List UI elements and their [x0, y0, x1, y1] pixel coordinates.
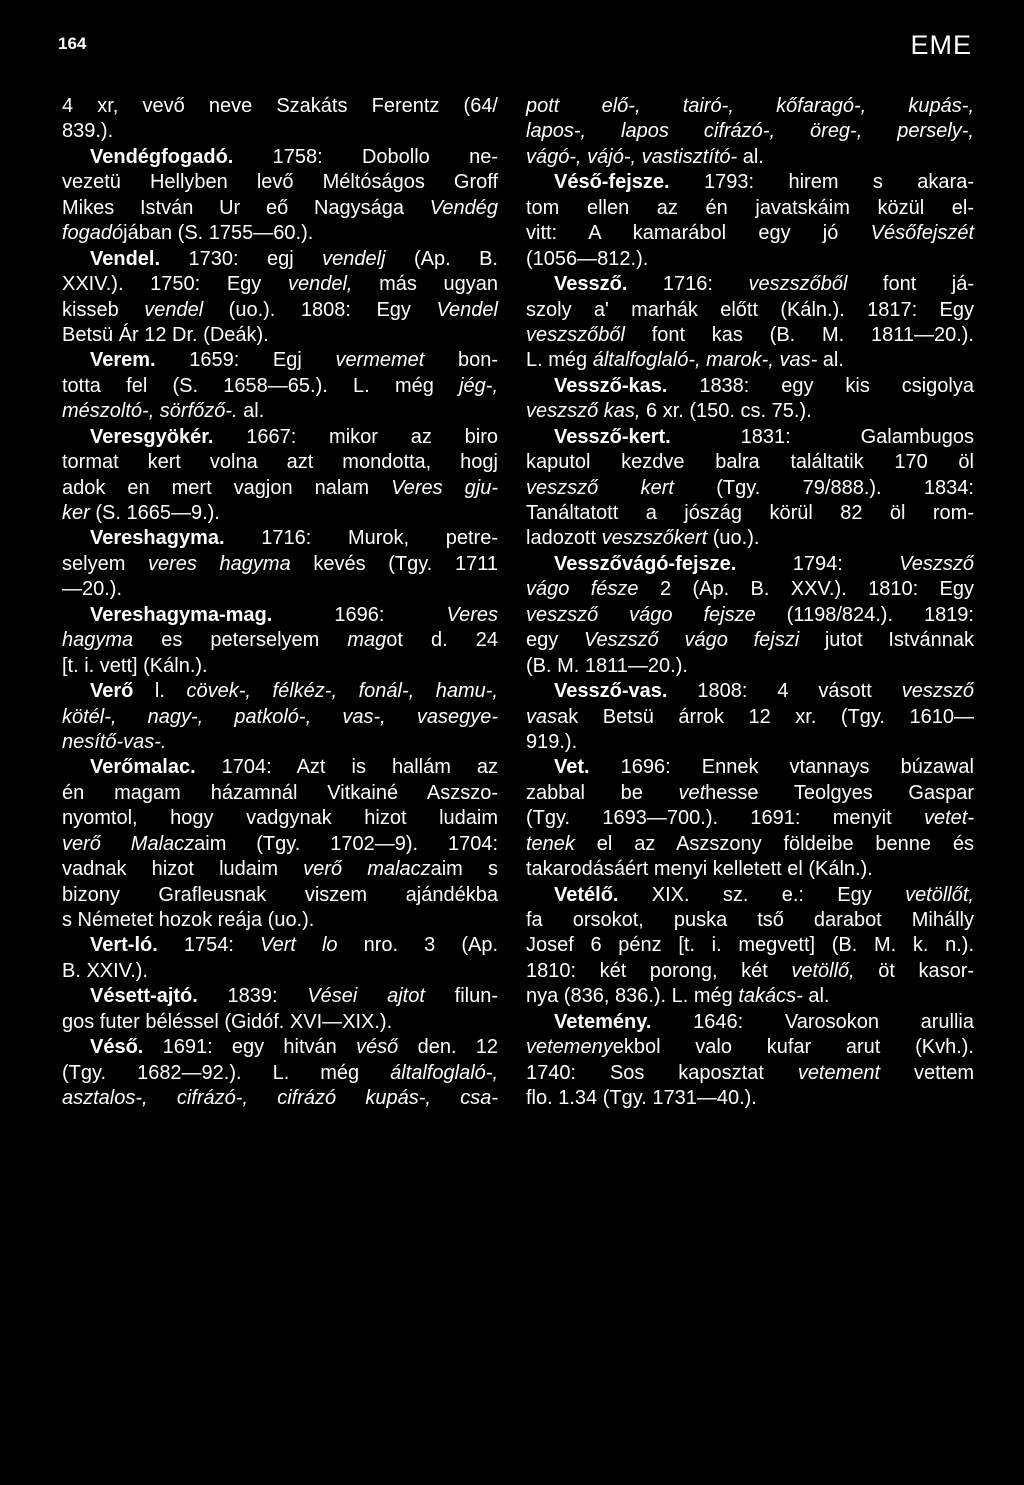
- text-segment: 1754:: [157, 934, 260, 957]
- text-segment: jában (S. 1755—60.).: [123, 222, 314, 245]
- text-segment: 1794:: [736, 552, 900, 575]
- text-segment: nyomtol, hogy vadgynak hizot ludaim: [62, 807, 498, 830]
- text-line: [526, 603, 974, 628]
- text-segment: kötél-, nagy-, patkoló-, vas-, vasegye-: [62, 705, 498, 728]
- text-line: [62, 1010, 498, 1035]
- text-segment: 1838: egy kis csigolya: [667, 374, 974, 397]
- text-line: [526, 501, 974, 526]
- text-segment: vetet-: [923, 807, 974, 830]
- text-segment: szoly a' marhák előtt (Káln.). 1817: Egy: [526, 298, 974, 321]
- text-segment: más ugyan: [352, 273, 499, 296]
- text-segment: 1696: Ennek vtannays búzawal: [589, 756, 974, 779]
- text-line: [62, 298, 498, 323]
- text-segment: totta fel (S. 1658—65.). L. még: [62, 374, 460, 397]
- text-segment: lapos-, lapos cifrázó-, öreg-, persely-,: [526, 120, 974, 143]
- text-line: [62, 119, 498, 144]
- text-line: [526, 1061, 974, 1086]
- text-segment: ladozott: [526, 527, 602, 550]
- text-line: [526, 145, 974, 170]
- text-line: [526, 196, 974, 221]
- entry-headword: Véső.: [90, 1036, 144, 1059]
- text-segment: vezetü Hellyben levő Méltóságos Groff: [62, 171, 498, 194]
- text-line: [62, 323, 498, 348]
- text-line: [526, 221, 974, 246]
- text-segment: Josef 6 pénz [t. i. megvett] (B. M. k. n.).: [526, 934, 974, 957]
- entry-headword: Vereshagyma-mag.: [90, 603, 273, 626]
- text-segment: [t. i. vett] (Káln.).: [62, 654, 208, 677]
- text-line: [62, 552, 498, 577]
- text-line: [526, 984, 974, 1009]
- text-segment: B. XXIV.).: [62, 959, 148, 982]
- text-line: [62, 247, 498, 272]
- text-segment: 1704: Azt is hallám az: [195, 756, 498, 779]
- text-segment: aim (Tgy. 1702—9). 1704:: [194, 832, 499, 855]
- entry-headword: Vesszővágó-fejsze.: [554, 552, 737, 575]
- text-segment: 1839:: [197, 985, 308, 1008]
- text-line: [526, 883, 974, 908]
- text-segment: (Tgy. 1693—700.). 1691: menyit: [526, 807, 924, 830]
- text-segment: fa orsokot, puska tső darabot Mihálly: [526, 909, 974, 931]
- text-line: [62, 1086, 498, 1111]
- entry-headword: Véső-fejsze.: [554, 171, 670, 194]
- text-line: [526, 425, 974, 450]
- text-line: [62, 374, 498, 399]
- text-line: [62, 450, 498, 475]
- text-line: [526, 526, 974, 551]
- text-segment: veszszőből: [526, 323, 625, 346]
- text-segment: Vendel: [436, 298, 498, 321]
- text-segment: mag: [347, 629, 387, 652]
- text-line: [526, 323, 974, 348]
- text-line: [526, 170, 974, 195]
- entry-headword: Vetemény.: [554, 1010, 652, 1033]
- text-segment: Vert lo: [259, 934, 338, 957]
- text-line: [62, 1035, 498, 1060]
- text-segment: vitt: A kamarábol egy jó: [526, 222, 871, 245]
- text-line: [526, 348, 974, 373]
- text-segment: 1730: egj: [160, 247, 323, 270]
- text-segment: vendel,: [287, 273, 353, 296]
- entry-headword: Vereshagyma.: [90, 527, 225, 550]
- text-segment: általfoglaló-, marok-, vas-: [592, 349, 818, 372]
- text-line: [62, 705, 498, 730]
- entry-headword: Verőmalac.: [90, 756, 196, 779]
- text-line: [526, 628, 974, 653]
- text-line: [62, 857, 498, 882]
- text-segment: verő Malacz: [62, 832, 195, 855]
- text-segment: vendel: [144, 298, 204, 321]
- text-line: [526, 374, 974, 399]
- text-segment: pott elő-, tairó-, kőfaragó-, kupás-,: [526, 95, 974, 117]
- text-segment: (Tgy. 79/888.). 1834:: [673, 476, 974, 499]
- text-line: [526, 730, 974, 755]
- entry-headword: Vésett-ajtó.: [90, 985, 198, 1008]
- text-segment: 1667: mikor az biro: [213, 425, 498, 448]
- text-segment: Veres: [446, 603, 498, 626]
- text-segment: 1740: Sos kaposztat: [526, 1061, 798, 1084]
- entry-headword: Veresgyökér.: [90, 425, 214, 448]
- entry-headword: Vetélő.: [554, 883, 619, 906]
- text-line: [62, 272, 498, 297]
- text-line: [62, 221, 498, 246]
- text-segment: jég-,: [459, 374, 498, 397]
- text-segment: XIX. sz. e.: Egy: [618, 883, 906, 906]
- text-segment: al.: [237, 400, 265, 423]
- text-line: [62, 984, 498, 1009]
- text-segment: általfoglaló-,: [390, 1061, 498, 1084]
- text-segment: XXIV.). 1750: Egy: [62, 273, 288, 296]
- text-segment: tom ellen az én javatskáim közül el-: [526, 196, 974, 219]
- text-segment: jutot Istvánnak: [799, 629, 974, 652]
- text-segment: Vései ajtot: [307, 985, 425, 1008]
- text-segment: 1808: 4 vásott: [667, 680, 902, 703]
- text-segment: 6 xr. (150. cs. 75.).: [640, 400, 812, 423]
- text-segment: hagyma: [62, 629, 134, 652]
- text-segment: 1691: egy hitván: [143, 1036, 357, 1059]
- text-segment: tenek: [526, 832, 575, 855]
- text-segment: vermemet: [335, 349, 425, 372]
- text-segment: hesse Teolgyes Gaspar: [705, 781, 974, 804]
- text-segment: vettem: [880, 1061, 974, 1084]
- text-line: [526, 298, 974, 323]
- entry-headword: Vendel.: [90, 247, 161, 270]
- text-segment: s Németet hozok reája (uo.).: [62, 909, 315, 931]
- entry-headword: Vendégfogadó.: [90, 145, 234, 168]
- text-line: [526, 781, 974, 806]
- entry-headword: Vessző-kert.: [554, 425, 671, 448]
- text-segment: al.: [817, 349, 844, 372]
- text-segment: filun-: [424, 985, 499, 1008]
- text-segment: vetemeny: [526, 1036, 613, 1059]
- text-line: [526, 247, 974, 272]
- text-segment: öt kasor-: [854, 959, 975, 982]
- text-line: [62, 730, 498, 755]
- text-segment: mészoltó-, sörfőző-.: [62, 400, 238, 423]
- text-segment: vadnak hizot ludaim: [62, 858, 304, 881]
- text-line: [526, 908, 974, 933]
- text-segment: (Tgy. 1682—92.). L. még: [62, 1061, 391, 1084]
- text-segment: vet: [678, 781, 706, 804]
- text-line: [62, 170, 498, 195]
- text-segment: Veszsző vágo fejszi: [583, 629, 800, 652]
- text-segment: 1716: Murok, petre-: [224, 527, 498, 550]
- text-line: [526, 654, 974, 679]
- text-line: [526, 450, 974, 475]
- text-segment: nesítő-vas-.: [62, 730, 167, 753]
- text-line: [62, 908, 498, 933]
- text-segment: adok en mert vagjon nalam: [62, 476, 392, 499]
- text-segment: veszsző kert: [526, 476, 674, 499]
- text-line: [62, 501, 498, 526]
- text-segment: al.: [802, 985, 830, 1008]
- text-segment: 1793: hirem s akara-: [669, 171, 974, 194]
- text-segment: (1198/824.). 1819:: [755, 603, 974, 626]
- text-segment: veszsző kas,: [526, 400, 641, 423]
- text-line: [62, 145, 498, 170]
- text-line: [526, 705, 974, 730]
- text-segment: tormat kert volna azt mondotta, hogj: [62, 451, 498, 474]
- text-line: [526, 1086, 974, 1111]
- text-segment: font já-: [847, 273, 974, 296]
- text-line: [526, 552, 974, 577]
- text-segment: Vésőfejszét: [870, 222, 974, 245]
- text-segment: vetöllőt,: [905, 883, 974, 906]
- text-segment: takács-: [738, 985, 803, 1008]
- entry-headword: Vessző-vas.: [554, 680, 668, 703]
- text-line: [526, 755, 974, 780]
- text-segment: 839.).: [62, 120, 114, 143]
- entry-headword: Vert-ló.: [90, 934, 158, 957]
- text-segment: —20.).: [62, 578, 123, 601]
- text-segment: vetement: [797, 1061, 881, 1084]
- text-line: [62, 603, 498, 628]
- text-segment: l.: [133, 680, 187, 703]
- text-segment: én magam házamnál Vitkainé Aszszo-: [62, 781, 498, 804]
- text-segment: takarodásáért menyi kelletett el (Káln.).: [526, 858, 873, 881]
- text-line: [62, 399, 498, 424]
- text-line: [62, 755, 498, 780]
- text-segment: asztalos-, cifrázó-, cifrázó kupás-, csa-: [62, 1087, 498, 1110]
- text-segment: cövek-, félkéz-, fonál-, hamu-,: [186, 680, 498, 703]
- text-line: [62, 526, 498, 551]
- text-segment: bizony Grafleusnak viszem ajándékba: [62, 883, 498, 906]
- text-segment: verő malacz: [303, 858, 431, 881]
- text-line: [62, 883, 498, 908]
- text-segment: 1831: Galambugos: [670, 425, 974, 448]
- text-segment: veszszőből: [748, 273, 848, 296]
- text-line: [62, 628, 498, 653]
- text-segment: kaputol kezdve balra találtatik 170 öl: [526, 451, 974, 474]
- text-segment: Veszsző: [899, 552, 974, 575]
- text-line: [526, 1035, 974, 1060]
- text-line: [526, 272, 974, 297]
- text-line: [62, 781, 498, 806]
- text-segment: (S. 1665—9.).: [89, 502, 220, 524]
- text-segment: L. még: [526, 349, 593, 372]
- text-segment: nro. 3 (Ap.: [337, 934, 499, 957]
- text-segment: selyem: [62, 552, 148, 575]
- text-segment: veres hagyma: [148, 552, 291, 575]
- text-segment: ker: [62, 502, 90, 524]
- text-segment: al.: [737, 145, 764, 168]
- text-segment: font kas (B. M. 1811—20.).: [624, 323, 974, 346]
- text-segment: (uo.).: [707, 527, 760, 550]
- text-segment: Vendég: [429, 196, 498, 219]
- text-segment: (uo.). 1808: Egy: [203, 298, 437, 321]
- text-segment: zabbal be: [526, 781, 679, 804]
- text-segment: ak Betsü árrok 12 xr. (Tgy. 1610—: [557, 705, 974, 728]
- text-segment: ekbol valo kufar arut (Kvh.).: [612, 1036, 974, 1059]
- text-segment: 1659: Egj: [155, 349, 336, 372]
- text-segment: kevés (Tgy. 1711: [290, 552, 498, 575]
- text-line: [62, 196, 498, 221]
- text-segment: Veres gju-: [391, 476, 498, 499]
- text-segment: 1696:: [272, 603, 447, 626]
- text-segment: es peterselyem: [133, 629, 348, 652]
- text-segment: (Ap. B.: [385, 247, 498, 270]
- text-segment: Tanáltatott a jószág körül 82 öl rom-: [526, 502, 974, 524]
- text-segment: vas: [526, 705, 558, 728]
- text-line: [62, 959, 498, 984]
- text-segment: veszsző: [901, 680, 974, 703]
- text-segment: Betsü Ár 12 Dr. (Deák).: [62, 323, 269, 346]
- text-line: [62, 806, 498, 831]
- text-segment: ot d. 24: [386, 629, 499, 652]
- text-line: [526, 933, 974, 958]
- text-segment: el az Aszszony földeibe benne és: [574, 832, 974, 855]
- text-segment: vetöllő,: [791, 959, 855, 982]
- text-line: [526, 959, 974, 984]
- text-segment: fogadó: [62, 222, 124, 245]
- text-segment: (1056—812.).: [526, 247, 649, 270]
- text-segment: veszszőkert: [601, 527, 708, 550]
- entry-headword: Verő: [90, 680, 134, 703]
- running-head: EME: [910, 30, 972, 60]
- text-segment: 1646: Varosokon arullia: [651, 1010, 974, 1033]
- text-segment: (B. M. 1811—20.).: [526, 654, 688, 677]
- text-segment: 919.).: [526, 730, 578, 753]
- text-line: [526, 1010, 974, 1035]
- text-line: [526, 399, 974, 424]
- entry-headword: Vessző-kas.: [554, 374, 668, 397]
- text-line: [526, 476, 974, 501]
- entry-headword: Vet.: [554, 756, 590, 779]
- text-line: [62, 654, 498, 679]
- text-line: [62, 832, 498, 857]
- left-column: [62, 94, 498, 1112]
- text-segment: kisseb: [62, 298, 145, 321]
- text-line: [526, 857, 974, 882]
- text-segment: vágó-, vájó-, vastisztító-: [526, 145, 738, 168]
- text-segment: 1810: két porong, két: [526, 959, 792, 982]
- text-line: [62, 348, 498, 373]
- text-segment: vágo fésze: [526, 578, 639, 601]
- entry-headword: Vessző.: [554, 273, 628, 296]
- text-line: [62, 476, 498, 501]
- text-segment: 1716:: [627, 273, 749, 296]
- text-segment: veszsző vágo fejsze: [526, 603, 756, 626]
- text-segment: 2 (Ap. B. XXV.). 1810: Egy: [638, 578, 974, 601]
- text-segment: flo. 1.34 (Tgy. 1731—40.).: [526, 1087, 757, 1110]
- text-segment: nya (836, 836.). L. még: [526, 985, 739, 1008]
- text-segment: Mikes István Ur eő Nagysága: [62, 196, 430, 219]
- text-segment: 1758: Dobollo ne-: [233, 145, 498, 168]
- text-segment: egy: [526, 629, 584, 652]
- right-column: [526, 94, 974, 1112]
- text-line: [526, 832, 974, 857]
- text-line: [62, 933, 498, 958]
- text-line: [526, 806, 974, 831]
- text-line: [62, 679, 498, 704]
- text-line: [526, 679, 974, 704]
- text-line: [62, 94, 498, 119]
- text-line: [62, 425, 498, 450]
- text-segment: bon-: [424, 349, 498, 372]
- text-segment: aim s: [430, 858, 499, 881]
- text-segment: 4 xr, vevő neve Szakáts Ferentz (64/: [62, 95, 498, 117]
- text-segment: véső: [356, 1036, 399, 1059]
- text-line: [526, 119, 974, 144]
- text-line: [62, 577, 498, 602]
- text-line: [526, 577, 974, 602]
- text-line: [62, 1061, 498, 1086]
- page-number: 164: [58, 34, 87, 53]
- text-segment: den. 12: [398, 1036, 498, 1059]
- entry-headword: Verem.: [90, 349, 156, 372]
- text-segment: vendelj: [322, 247, 386, 270]
- text-segment: gos futer béléssel (Gidóf. XVI—XIX.).: [62, 1010, 393, 1033]
- text-line: [526, 94, 974, 119]
